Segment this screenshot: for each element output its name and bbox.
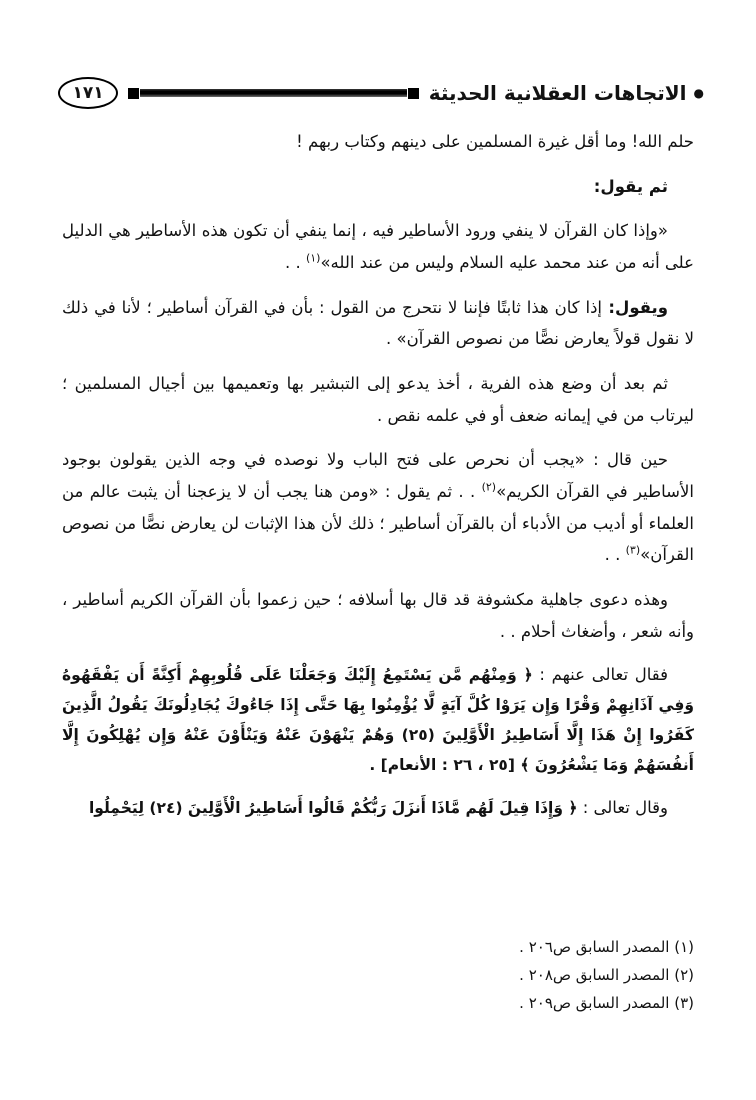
text-run: ثم بعد أن وضع هذه الفرية ، أخذ يدعو إلى التبشير بها وتعميمها بين أجيال المسلمين ؛ ليرتاب من في إيمانه ضعف أو في علمه نقص . — [62, 374, 694, 425]
quran-verse: ﴿ وَإِذَا قِيلَ لَهُم مَّاذَا أَنزَلَ رَبُّكُمْ قَالُوا أَسَاطِيرُ الْأَوَّلِينَ (٢٤) لِيَحْمِلُوا — [88, 799, 578, 818]
paragraph — [62, 292, 694, 355]
footnote-marker: (١) — [305, 251, 321, 265]
footnote-item: (٢) المصدر السابق ص٢٠٨ . — [519, 965, 694, 984]
page-number-badge — [58, 77, 118, 109]
text-run: وهذه دعوى جاهلية مكشوفة قد قال بها أسلافه ؛ حين زعموا بأن القرآن الكريم أساطير ، وأنه شعر ، وأضغاث أحلام . . — [62, 590, 694, 641]
paragraph — [62, 215, 694, 278]
text-run: . . — [284, 253, 306, 273]
paragraph — [62, 171, 694, 203]
page-body — [62, 126, 694, 836]
text-run: حلم الله! وما أقل غيرة المسلمين على دينهم وكتاب ربهم ! — [296, 132, 694, 151]
rule-cap-right-icon — [408, 88, 419, 99]
header-bullet-icon: ● — [693, 86, 704, 100]
quoted-text: «وإذا كان القرآن لا ينفي ورود الأساطير فيه ، إنما ينفي أن تكون هذه الأساطير هي الدليل على أنه من عند محمد عليه السلام وليس من عند الله» — [62, 221, 694, 273]
page-number: ١٧١ — [72, 83, 104, 103]
paragraph — [62, 368, 694, 431]
rule-bar — [140, 89, 407, 97]
book-title: الاتجاهات العقلانية الحديثة — [428, 81, 687, 105]
quoted-text: حين قال : «يجب أن نحرص على فتح الباب ولا نوصده في وجه الذين يقولون بوجود الأساطير في القرآن الكريم» — [62, 450, 695, 502]
footnote-item: (١) المصدر السابق ص٢٠٦ . — [519, 938, 694, 956]
paragraph — [62, 584, 694, 647]
quoted-text: . . ثم يقول : «ومن هنا يجب أن لا يزعجنا أن يثبت عالم من العلماء أو أديب من الأدباء أن بالقرآن أساطير ؛ ذلك لأن هذا الإثبات لن يعارض نصًّا من نصوص القرآن» — [62, 482, 694, 565]
lead-in-text: ثم يقول: — [593, 176, 668, 196]
paragraph — [62, 126, 694, 158]
quoted-text: إذا كان هذا ثابتًا فإننا لا نتحرج من القول : بأن في القرآن أساطير ؛ لأنا في ذلك لا نقول قولاً يعارض نصًّا من نصوص القرآن» . — [62, 297, 694, 349]
footnotes-section — [62, 934, 694, 1017]
footnote-marker: (٢) — [481, 480, 497, 494]
header-rule — [128, 88, 419, 99]
lead-in-text: ويقول: — [602, 297, 668, 317]
verse-reference: [٢٥ ، ٢٦ : الأنعام] . — [369, 756, 521, 775]
rule-cap-left-icon — [128, 88, 139, 99]
paragraph-quran — [62, 793, 694, 823]
page-header — [58, 74, 704, 112]
quran-verse: ﴿ وَمِنْهُم مَّن يَسْتَمِعُ إِلَيْكَ وَجَعَلْنَا عَلَى قُلُوبِهِمْ أَكِنَّةً أَن يَفْقَهُوهُ وَفِي آذَانِهِمْ وَقْرًا وَإِن يَرَوْا كُلَّ آيَةٍ لَّا يُؤْمِنُوا بِهَا حَتَّى إِذَا جَاءُوكَ يُجَادِلُونَكَ يَقُولُ الَّذِينَ كَفَرُوا إِنْ هَذَا إِلَّا أَسَاطِيرُ الْأَوَّلِينَ (٢٥) وَهُمْ يَنْهَوْنَ عَنْهُ وَيَنْأَوْنَ عَنْهُ وَإِن يُهْلِكُونَ إِلَّا أَنفُسَهُمْ وَمَا يَشْعُرُونَ ﴾ — [62, 666, 694, 775]
paragraph-quran — [62, 660, 694, 780]
paragraph — [62, 444, 694, 571]
lead-in-text: فقال تعالى عنهم : — [532, 665, 669, 685]
lead-in-text: وقال تعالى : — [577, 798, 668, 818]
footnote-item: (٣) المصدر السابق ص٢٠٩ . — [519, 993, 694, 1012]
footnote-marker: (٣) — [625, 543, 641, 557]
text-run: . . — [604, 545, 626, 565]
